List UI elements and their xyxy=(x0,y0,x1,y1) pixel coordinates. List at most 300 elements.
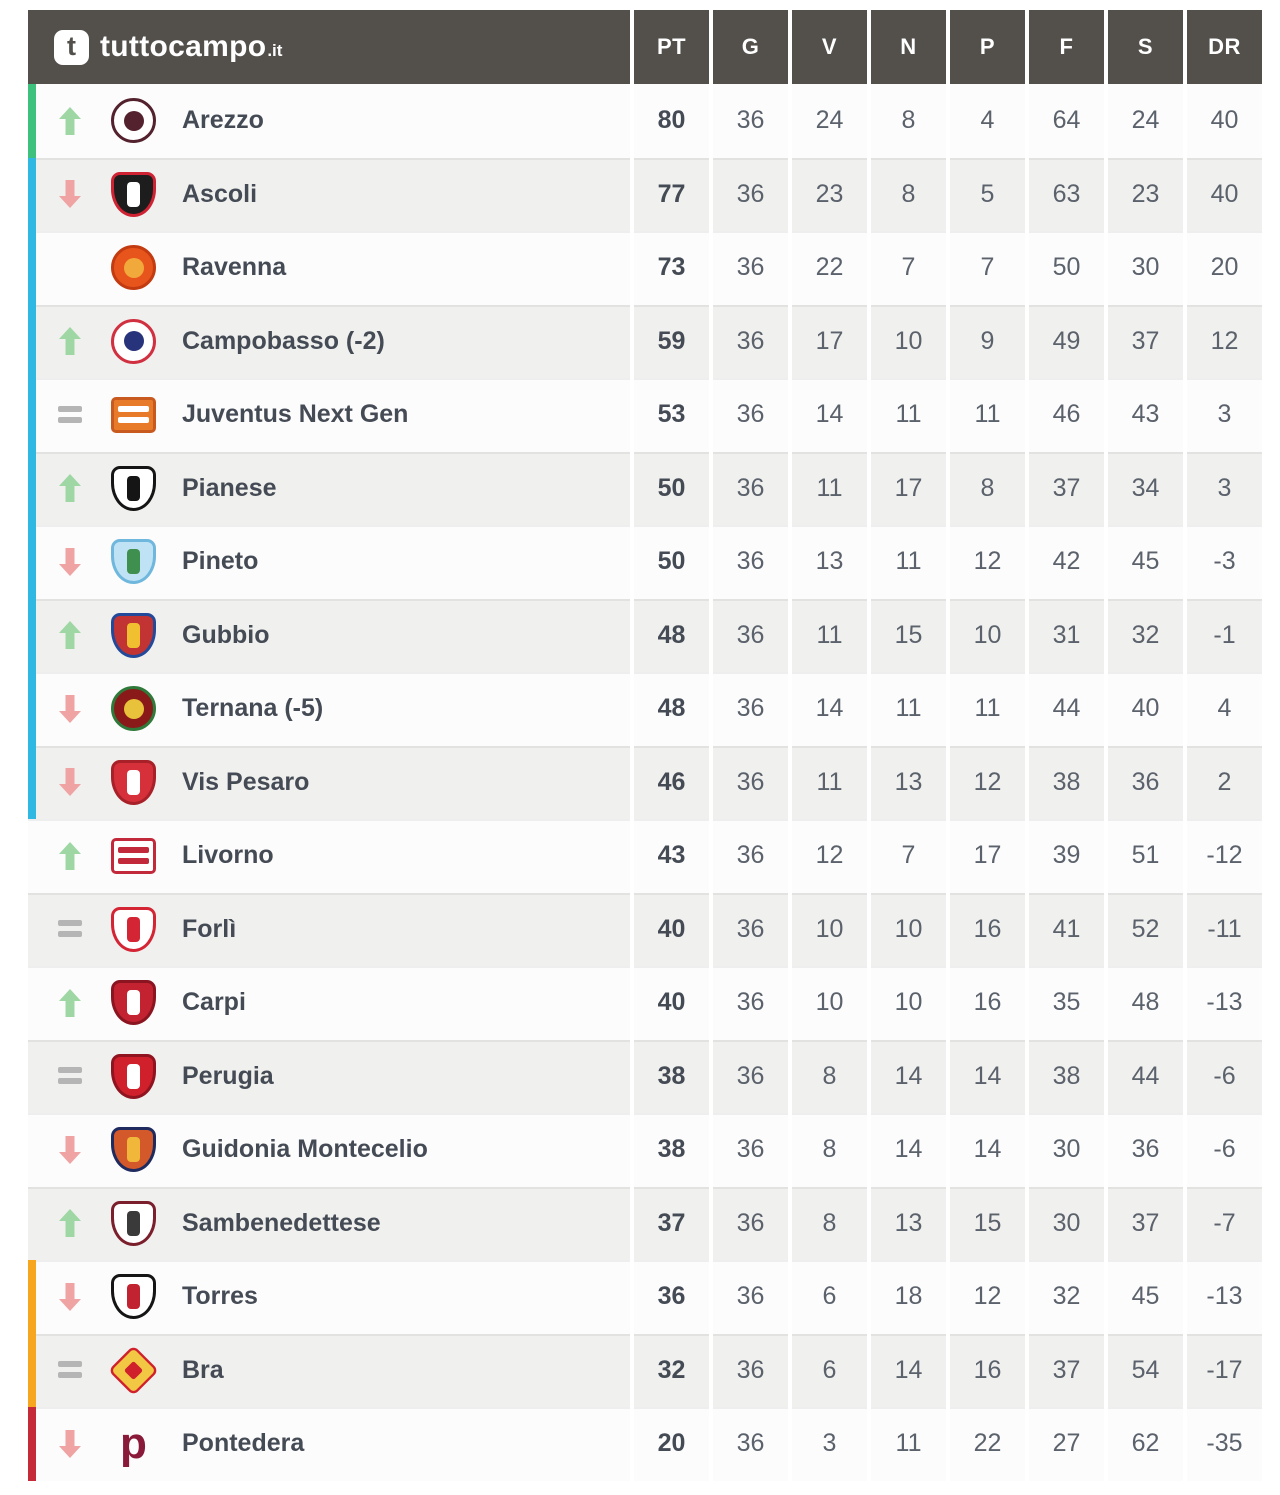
team-crest-core xyxy=(124,331,144,351)
stat-wins: 22 xyxy=(792,231,867,305)
stat-goal-diff: 2 xyxy=(1187,746,1262,820)
stat-wins: 11 xyxy=(792,452,867,526)
stat-draws: 11 xyxy=(871,525,946,599)
stat-losses: 17 xyxy=(950,819,1025,893)
stat-goals-for: 41 xyxy=(1029,893,1104,967)
stat-played: 36 xyxy=(713,966,788,1040)
stat-points: 53 xyxy=(634,378,709,452)
column-header-dr: DR xyxy=(1187,10,1262,84)
team-crest-core xyxy=(118,847,149,853)
stat-goals-for: 30 xyxy=(1029,1187,1104,1261)
stat-goal-diff: -12 xyxy=(1187,819,1262,893)
team-logo xyxy=(110,171,157,218)
team-logo xyxy=(110,979,157,1026)
stat-points: 20 xyxy=(634,1407,709,1481)
stat-wins: 13 xyxy=(792,525,867,599)
column-header-s: S xyxy=(1108,10,1183,84)
stat-goal-diff: -35 xyxy=(1187,1407,1262,1481)
stat-goals-against: 43 xyxy=(1108,378,1183,452)
stat-played: 36 xyxy=(713,1040,788,1114)
stat-played: 36 xyxy=(713,599,788,673)
team-name: Perugia xyxy=(182,1061,274,1090)
stat-losses: 22 xyxy=(950,1407,1025,1481)
team-crest-icon xyxy=(111,1054,156,1099)
team-logo xyxy=(110,97,157,144)
trend-up-arrow-icon xyxy=(59,989,81,1017)
stat-losses: 15 xyxy=(950,1187,1025,1261)
stat-goal-diff: 3 xyxy=(1187,378,1262,452)
team-name: Carpi xyxy=(182,988,246,1017)
stat-draws: 13 xyxy=(871,746,946,820)
stat-points: 43 xyxy=(634,819,709,893)
trend-down-arrow-icon xyxy=(59,1430,81,1458)
zone-indicator xyxy=(28,746,36,820)
team-logo xyxy=(110,318,157,365)
stat-played: 36 xyxy=(713,378,788,452)
team-cell[interactable] xyxy=(28,1187,630,1261)
trend-equal-icon xyxy=(58,406,82,424)
table-row[interactable] xyxy=(28,378,1262,452)
stat-losses: 16 xyxy=(950,966,1025,1040)
team-crest-core xyxy=(127,623,140,648)
team-logo xyxy=(110,612,157,659)
trend-equal-icon xyxy=(58,1067,82,1085)
team-cell[interactable] xyxy=(28,893,630,967)
stat-losses: 9 xyxy=(950,305,1025,379)
stat-losses: 14 xyxy=(950,1113,1025,1187)
trend-down-arrow-icon xyxy=(59,180,81,208)
team-name: Sambenedettese xyxy=(182,1208,381,1237)
team-name: Pontedera xyxy=(182,1429,305,1458)
team-crest-icon xyxy=(111,907,156,952)
stat-points: 36 xyxy=(634,1260,709,1334)
stat-goal-diff: -6 xyxy=(1187,1113,1262,1187)
stat-points: 48 xyxy=(634,599,709,673)
trend-down-arrow-icon xyxy=(59,1136,81,1164)
stat-goals-against: 30 xyxy=(1108,231,1183,305)
team-logo xyxy=(110,685,157,732)
stat-draws: 14 xyxy=(871,1334,946,1408)
team-crest-core xyxy=(127,990,140,1015)
stat-losses: 10 xyxy=(950,599,1025,673)
stat-points: 50 xyxy=(634,525,709,599)
brand-name: tuttocampo xyxy=(100,30,267,63)
stat-losses: 5 xyxy=(950,158,1025,232)
team-crest-core xyxy=(124,258,144,278)
table-row[interactable] xyxy=(28,746,1262,820)
trend-up-arrow-icon xyxy=(59,621,81,649)
zone-indicator xyxy=(28,452,36,526)
stat-goal-diff: -1 xyxy=(1187,599,1262,673)
stat-played: 36 xyxy=(713,1113,788,1187)
stat-points: 40 xyxy=(634,966,709,1040)
team-cell[interactable] xyxy=(28,819,630,893)
stat-played: 36 xyxy=(713,1407,788,1481)
stat-points: 32 xyxy=(634,1334,709,1408)
team-logo xyxy=(110,391,157,438)
team-name: Arezzo xyxy=(182,106,264,135)
team-crest-icon xyxy=(111,319,156,364)
team-cell[interactable] xyxy=(28,1260,630,1334)
table-row[interactable] xyxy=(28,305,1262,379)
team-crest-icon xyxy=(111,397,156,433)
team-crest-icon xyxy=(111,1274,156,1319)
team-crest-icon xyxy=(111,760,156,805)
table-row[interactable] xyxy=(28,231,1262,305)
trend-up-icon xyxy=(58,987,82,1019)
stat-goals-for: 30 xyxy=(1029,1113,1104,1187)
table-row[interactable] xyxy=(28,672,1262,746)
column-header-n: N xyxy=(871,10,946,84)
stat-draws: 13 xyxy=(871,1187,946,1261)
stat-wins: 8 xyxy=(792,1040,867,1114)
team-crest-core xyxy=(124,699,144,719)
trend-same-icon xyxy=(58,1354,82,1386)
stat-draws: 11 xyxy=(871,378,946,452)
team-crest-icon xyxy=(111,838,156,874)
trend-same-icon xyxy=(58,399,82,431)
table-row[interactable] xyxy=(28,1113,1262,1187)
stat-goals-for: 50 xyxy=(1029,231,1104,305)
stat-goal-diff: -13 xyxy=(1187,966,1262,1040)
stat-goals-against: 62 xyxy=(1108,1407,1183,1481)
trend-up-icon xyxy=(58,472,82,504)
team-name: Pineto xyxy=(182,547,259,576)
stat-wins: 24 xyxy=(792,84,867,158)
stat-goals-for: 31 xyxy=(1029,599,1104,673)
team-logo xyxy=(110,465,157,512)
team-crest-icon: p xyxy=(120,1418,147,1468)
team-name: Vis Pesaro xyxy=(182,767,310,796)
stat-goal-diff: 3 xyxy=(1187,452,1262,526)
stat-goals-for: 37 xyxy=(1029,452,1104,526)
stat-wins: 10 xyxy=(792,966,867,1040)
trend-up-arrow-icon xyxy=(59,842,81,870)
team-crest-icon xyxy=(111,1201,156,1246)
team-crest-core xyxy=(127,476,140,501)
team-cell[interactable] xyxy=(28,452,630,526)
team-name: Gubbio xyxy=(182,620,270,649)
stat-draws: 7 xyxy=(871,819,946,893)
stat-wins: 8 xyxy=(792,1113,867,1187)
table-row[interactable] xyxy=(28,84,1262,158)
stat-points: 48 xyxy=(634,672,709,746)
team-name: Forlì xyxy=(182,914,237,943)
stat-losses: 12 xyxy=(950,525,1025,599)
stat-wins: 14 xyxy=(792,672,867,746)
trend-up-arrow-icon xyxy=(59,474,81,502)
stat-points: 37 xyxy=(634,1187,709,1261)
zone-indicator xyxy=(28,378,36,452)
stat-goals-for: 39 xyxy=(1029,819,1104,893)
stat-wins: 6 xyxy=(792,1260,867,1334)
trend-down-icon xyxy=(58,1281,82,1313)
stat-goals-against: 40 xyxy=(1108,672,1183,746)
zone-indicator xyxy=(28,1407,36,1481)
trend-icon xyxy=(58,252,82,284)
table-row[interactable] xyxy=(28,966,1262,1040)
team-cell[interactable] xyxy=(28,1334,630,1408)
zone-indicator xyxy=(28,305,36,379)
stat-goal-diff: -6 xyxy=(1187,1040,1262,1114)
stat-losses: 16 xyxy=(950,893,1025,967)
team-cell[interactable] xyxy=(28,158,630,232)
stat-goal-diff: -11 xyxy=(1187,893,1262,967)
brand-logo xyxy=(28,10,630,84)
stat-wins: 11 xyxy=(792,746,867,820)
trend-up-icon xyxy=(58,840,82,872)
table-row[interactable] xyxy=(28,452,1262,526)
stat-draws: 10 xyxy=(871,893,946,967)
stat-losses: 11 xyxy=(950,378,1025,452)
trend-up-icon xyxy=(58,325,82,357)
team-crest-core xyxy=(127,549,140,574)
stat-played: 36 xyxy=(713,452,788,526)
stat-points: 38 xyxy=(634,1113,709,1187)
zone-indicator xyxy=(28,525,36,599)
team-cell[interactable] xyxy=(28,378,630,452)
team-crest-icon xyxy=(108,1345,159,1396)
team-crest-core xyxy=(127,770,140,795)
stat-goal-diff: 40 xyxy=(1187,158,1262,232)
team-cell[interactable] xyxy=(28,1040,630,1114)
stat-goals-for: 37 xyxy=(1029,1334,1104,1408)
team-logo xyxy=(110,538,157,585)
stat-draws: 8 xyxy=(871,84,946,158)
team-logo xyxy=(110,244,157,291)
team-crest-core xyxy=(127,1064,140,1089)
stat-goals-against: 36 xyxy=(1108,746,1183,820)
team-crest-core xyxy=(127,1211,140,1236)
stat-goals-against: 51 xyxy=(1108,819,1183,893)
team-cell[interactable] xyxy=(28,672,630,746)
stat-played: 36 xyxy=(713,746,788,820)
trend-down-icon xyxy=(58,693,82,725)
zone-indicator xyxy=(28,231,36,305)
team-name: Pianese xyxy=(182,473,277,502)
stat-points: 59 xyxy=(634,305,709,379)
team-crest-core xyxy=(127,1137,140,1162)
table-row[interactable] xyxy=(28,599,1262,673)
stat-points: 46 xyxy=(634,746,709,820)
stat-goals-for: 44 xyxy=(1029,672,1104,746)
stat-draws: 15 xyxy=(871,599,946,673)
stat-played: 36 xyxy=(713,305,788,379)
team-crest-icon xyxy=(111,686,156,731)
standings-table xyxy=(28,10,1262,1481)
team-crest-icon xyxy=(111,980,156,1025)
table-row[interactable] xyxy=(28,893,1262,967)
stat-goals-against: 37 xyxy=(1108,305,1183,379)
zone-indicator xyxy=(28,599,36,673)
stat-wins: 17 xyxy=(792,305,867,379)
team-name: Torres xyxy=(182,1282,258,1311)
stat-goal-diff: -3 xyxy=(1187,525,1262,599)
team-cell[interactable] xyxy=(28,231,630,305)
table-row[interactable] xyxy=(28,819,1262,893)
team-cell[interactable] xyxy=(28,305,630,379)
trend-down-icon xyxy=(58,1428,82,1460)
stat-draws: 10 xyxy=(871,305,946,379)
team-crest-core xyxy=(127,917,140,942)
team-logo xyxy=(110,1420,157,1467)
stat-draws: 11 xyxy=(871,1407,946,1481)
team-crest-icon xyxy=(111,172,156,217)
stat-played: 36 xyxy=(713,1334,788,1408)
stat-losses: 12 xyxy=(950,1260,1025,1334)
stat-goals-for: 46 xyxy=(1029,378,1104,452)
team-crest-core xyxy=(127,182,140,207)
zone-indicator xyxy=(28,672,36,746)
team-cell[interactable] xyxy=(28,1407,630,1481)
stat-draws: 18 xyxy=(871,1260,946,1334)
zone-indicator xyxy=(28,84,36,158)
stat-played: 36 xyxy=(713,1260,788,1334)
trend-down-icon xyxy=(58,1134,82,1166)
stat-goals-for: 64 xyxy=(1029,84,1104,158)
trend-down-icon xyxy=(58,546,82,578)
stat-wins: 3 xyxy=(792,1407,867,1481)
stat-goals-against: 45 xyxy=(1108,525,1183,599)
stat-goals-against: 36 xyxy=(1108,1113,1183,1187)
team-crest-core xyxy=(127,1284,140,1309)
team-name: Ascoli xyxy=(182,179,258,208)
stat-goal-diff: 4 xyxy=(1187,672,1262,746)
trend-down-arrow-icon xyxy=(59,548,81,576)
brand-wordmark xyxy=(100,30,282,64)
stat-draws: 8 xyxy=(871,158,946,232)
stat-draws: 14 xyxy=(871,1113,946,1187)
team-logo xyxy=(110,1200,157,1247)
stat-goal-diff: 12 xyxy=(1187,305,1262,379)
table-row[interactable] xyxy=(28,1040,1262,1114)
table-row[interactable] xyxy=(28,525,1262,599)
team-name: Guidonia Montecelio xyxy=(182,1135,428,1164)
stat-wins: 23 xyxy=(792,158,867,232)
trend-down-icon xyxy=(58,178,82,210)
stat-played: 36 xyxy=(713,158,788,232)
stat-goals-for: 35 xyxy=(1029,966,1104,1040)
column-header-f: F xyxy=(1029,10,1104,84)
stat-losses: 16 xyxy=(950,1334,1025,1408)
table-row[interactable] xyxy=(28,158,1262,232)
stat-losses: 4 xyxy=(950,84,1025,158)
table-row[interactable] xyxy=(28,1334,1262,1408)
team-cell[interactable] xyxy=(28,525,630,599)
column-header-pt: PT xyxy=(634,10,709,84)
team-crest-icon xyxy=(111,613,156,658)
stat-wins: 10 xyxy=(792,893,867,967)
stat-points: 40 xyxy=(634,893,709,967)
stat-losses: 8 xyxy=(950,452,1025,526)
team-crest-icon xyxy=(111,245,156,290)
stat-goal-diff: 40 xyxy=(1187,84,1262,158)
team-name: Campobasso (-2) xyxy=(182,326,385,355)
team-cell[interactable] xyxy=(28,746,630,820)
team-logo xyxy=(110,1053,157,1100)
stat-goal-diff: -17 xyxy=(1187,1334,1262,1408)
brand-tld: .it xyxy=(267,41,283,60)
zone-indicator xyxy=(28,1260,36,1334)
stat-goals-against: 54 xyxy=(1108,1334,1183,1408)
trend-up-icon xyxy=(58,105,82,137)
stat-goals-against: 48 xyxy=(1108,966,1183,1040)
stat-draws: 14 xyxy=(871,1040,946,1114)
stat-wins: 11 xyxy=(792,599,867,673)
stat-wins: 6 xyxy=(792,1334,867,1408)
team-crest-icon xyxy=(111,98,156,143)
stat-goal-diff: 20 xyxy=(1187,231,1262,305)
trend-up-arrow-icon xyxy=(59,1209,81,1237)
team-name: Juventus Next Gen xyxy=(182,400,409,429)
stat-goals-for: 42 xyxy=(1029,525,1104,599)
team-name: Ravenna xyxy=(182,253,287,282)
trend-up-arrow-icon xyxy=(59,327,81,355)
stat-points: 50 xyxy=(634,452,709,526)
stat-draws: 10 xyxy=(871,966,946,1040)
stat-played: 36 xyxy=(713,231,788,305)
trend-down-arrow-icon xyxy=(59,1283,81,1311)
team-name: Ternana (-5) xyxy=(182,694,324,723)
table-body xyxy=(28,84,1262,1481)
team-crest-icon xyxy=(111,539,156,584)
zone-indicator xyxy=(28,158,36,232)
stat-goals-for: 49 xyxy=(1029,305,1104,379)
stat-played: 36 xyxy=(713,672,788,746)
table-row[interactable] xyxy=(28,1187,1262,1261)
stat-played: 36 xyxy=(713,84,788,158)
team-crest-core xyxy=(124,111,144,131)
stat-losses: 7 xyxy=(950,231,1025,305)
team-name: Livorno xyxy=(182,841,274,870)
stat-goals-against: 52 xyxy=(1108,893,1183,967)
team-cell[interactable] xyxy=(28,599,630,673)
stat-draws: 11 xyxy=(871,672,946,746)
trend-up-icon xyxy=(58,619,82,651)
stat-goals-against: 32 xyxy=(1108,599,1183,673)
table-header xyxy=(28,10,1262,84)
team-cell[interactable] xyxy=(28,84,630,158)
stat-played: 36 xyxy=(713,819,788,893)
stat-wins: 12 xyxy=(792,819,867,893)
trend-same-icon xyxy=(58,1060,82,1092)
team-cell[interactable] xyxy=(28,1113,630,1187)
stat-draws: 17 xyxy=(871,452,946,526)
team-logo xyxy=(110,906,157,953)
stat-goals-against: 34 xyxy=(1108,452,1183,526)
stat-goal-diff: -7 xyxy=(1187,1187,1262,1261)
stat-wins: 8 xyxy=(792,1187,867,1261)
trend-up-arrow-icon xyxy=(59,107,81,135)
stat-goals-for: 38 xyxy=(1029,1040,1104,1114)
table-row[interactable] xyxy=(28,1260,1262,1334)
stat-goals-against: 45 xyxy=(1108,1260,1183,1334)
stat-points: 77 xyxy=(634,158,709,232)
zone-indicator xyxy=(28,1334,36,1408)
stat-goals-for: 38 xyxy=(1029,746,1104,820)
team-cell[interactable] xyxy=(28,966,630,1040)
trend-down-arrow-icon xyxy=(59,695,81,723)
team-name: Bra xyxy=(182,1355,224,1384)
table-row[interactable] xyxy=(28,1407,1262,1481)
stat-played: 36 xyxy=(713,525,788,599)
trend-same-icon xyxy=(58,913,82,945)
stat-goals-against: 44 xyxy=(1108,1040,1183,1114)
stat-goals-against: 37 xyxy=(1108,1187,1183,1261)
team-logo xyxy=(110,1347,157,1394)
stat-goal-diff: -13 xyxy=(1187,1260,1262,1334)
stat-goals-for: 63 xyxy=(1029,158,1104,232)
